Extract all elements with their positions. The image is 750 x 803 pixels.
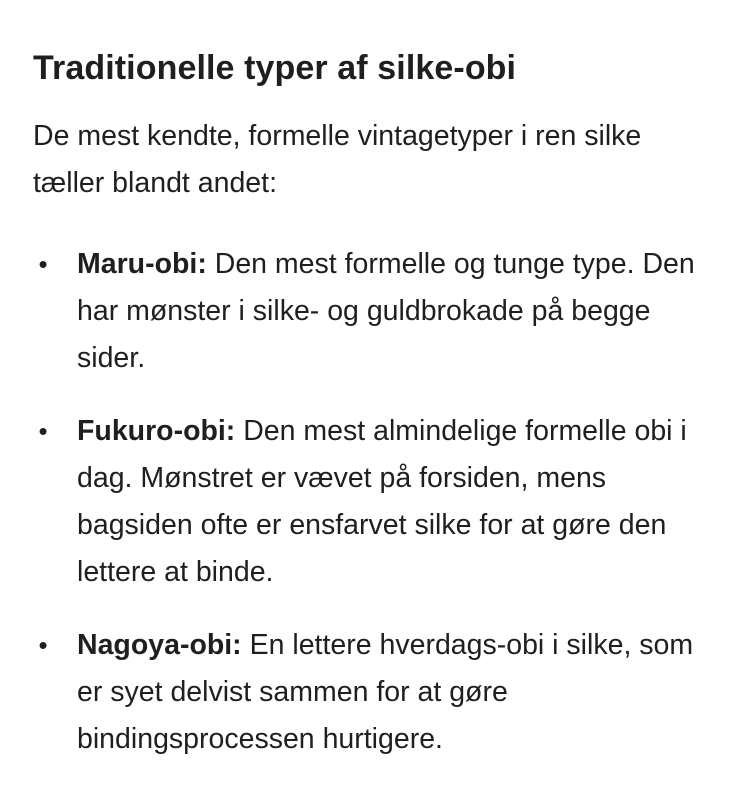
term-label: Fukuro-obi: [77, 415, 236, 447]
intro-paragraph: De mest kendte, formelle vintagetyper i ren silke tæller blandt andet: [33, 120, 642, 199]
term-description: Den mest almindelige formelle obi i dag. Mønstret er vævet på forsiden, mens bagsiden ofte er ensfarvet silke for at gøre den lettere at binde. [77, 415, 687, 588]
article-content [33, 40, 723, 789]
list-item-fukuro-obi [33, 408, 723, 596]
section-heading: Traditionelle typer af silke-obi [33, 49, 517, 87]
term-description: Den mest formelle og tunge type. Den har mønster i silke- og guldbrokade på begge sider. [77, 248, 695, 374]
term-label: Maru-obi: [77, 248, 207, 280]
term-description: En lettere hverdags-obi i silke, som er syet delvist sammen for at gøre bindingsprocessen hurtigere. [77, 629, 694, 755]
list-item-maru-obi [33, 241, 723, 382]
bullet-icon: • [38, 416, 48, 446]
list-item-nagoya-obi [33, 622, 723, 763]
term-label: Nagoya-obi: [77, 629, 242, 661]
bullet-icon: • [38, 630, 48, 660]
obi-type-list [33, 241, 723, 763]
bullet-icon: • [38, 249, 48, 279]
